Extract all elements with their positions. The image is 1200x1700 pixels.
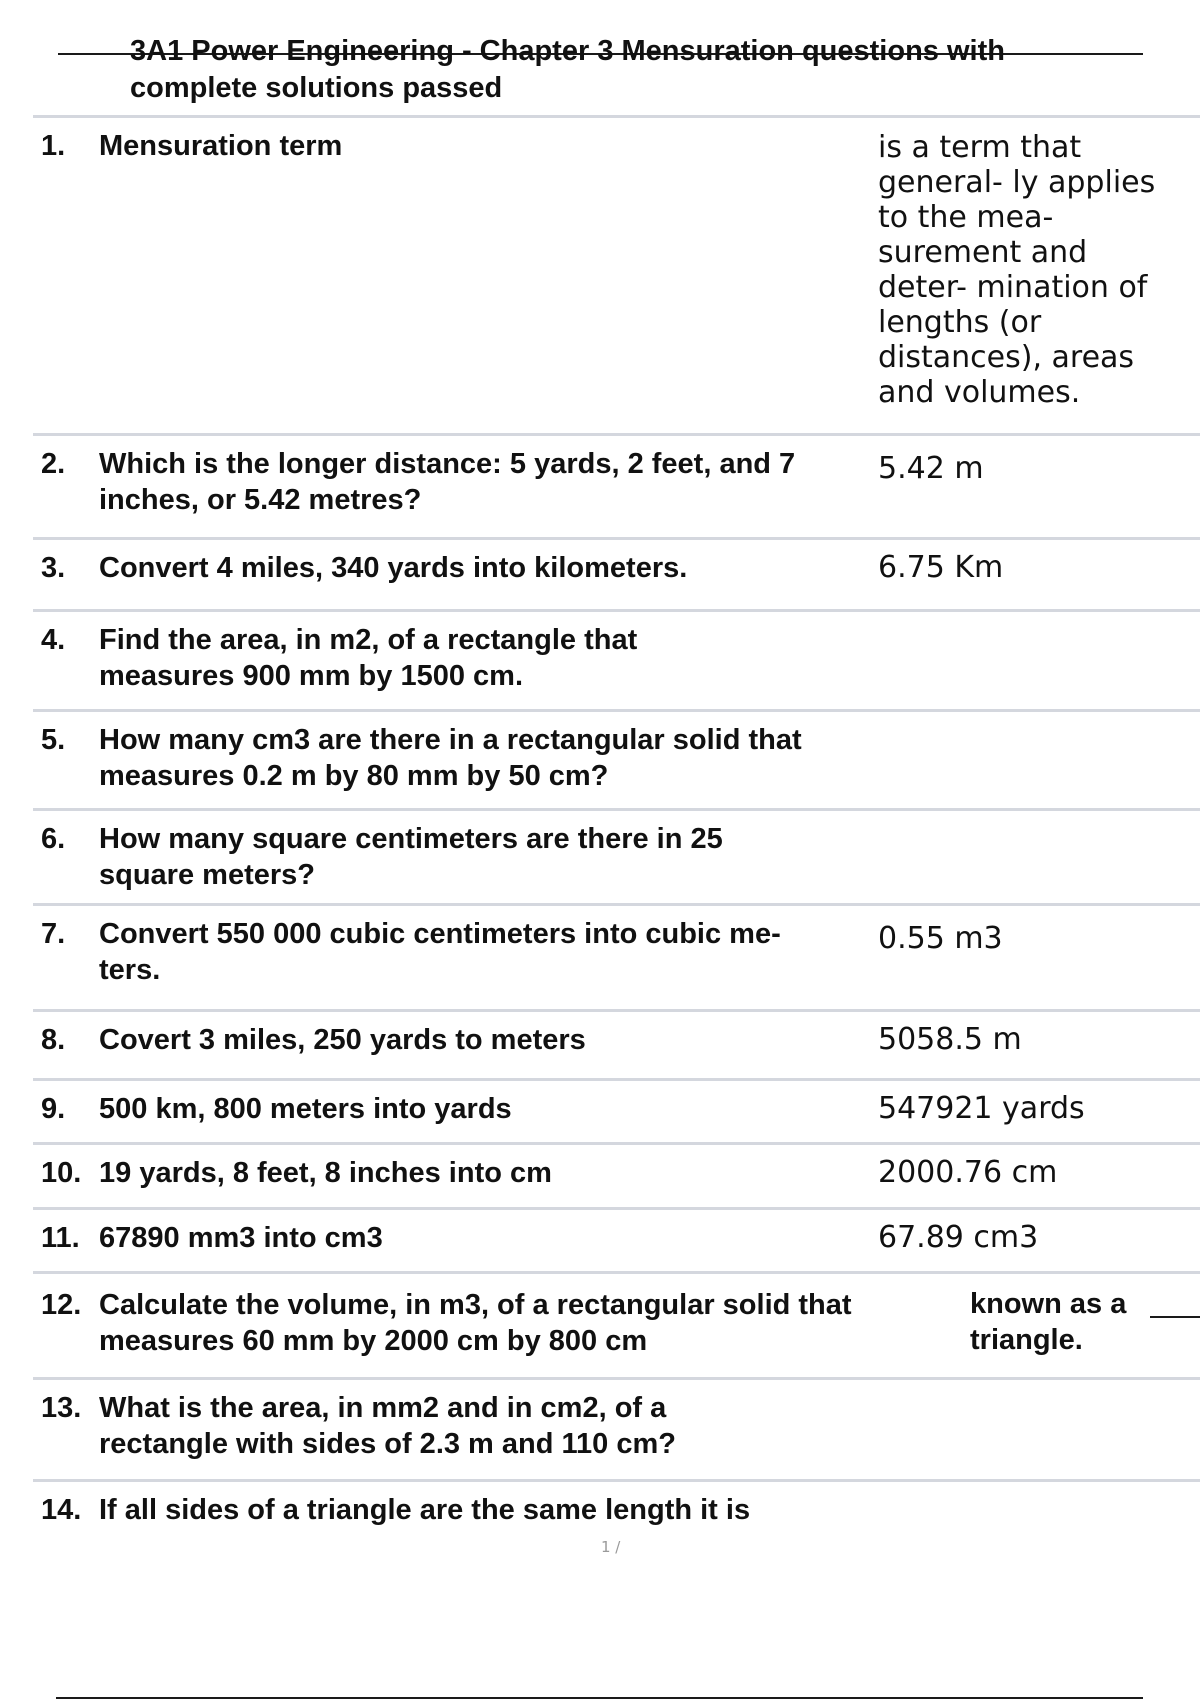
title-line-1: 3A1 Power Engineering - Chapter 3 Mensuration questions with xyxy=(130,35,1005,67)
question-number: 4. xyxy=(41,624,66,656)
question-row-7 xyxy=(33,903,1200,1009)
answer-text: 0.55 m3 xyxy=(878,921,1003,956)
question-text: 500 km, 800 meters into yards xyxy=(99,1093,512,1125)
question-row-10 xyxy=(33,1142,1200,1207)
question-row-1 xyxy=(33,115,1200,433)
question-row-9 xyxy=(33,1078,1200,1142)
question-number: 7. xyxy=(41,918,66,950)
question-number: 12. xyxy=(41,1289,82,1321)
question-text: Mensuration term xyxy=(99,130,343,162)
question-number: 2. xyxy=(41,448,66,480)
question-number: 14. xyxy=(41,1494,82,1526)
question-number: 3. xyxy=(41,552,66,584)
question-row-5 xyxy=(33,709,1200,808)
question-text: If all sides of a triangle are the same length it is xyxy=(99,1494,751,1526)
question-text: Calculate the volume, in m3, of a rectangular solid that measures 60 mm by 2000 cm by 800 cm xyxy=(99,1289,852,1357)
question-number: 10. xyxy=(41,1157,82,1189)
question-text: Convert 550 000 cubic centimeters into cubic me- ters. xyxy=(99,918,781,986)
question-text: 67890 mm3 into cm3 xyxy=(99,1222,383,1254)
question-text: How many square centimeters are there in 25 square meters? xyxy=(99,823,723,891)
question-text: What is the area, in mm2 and in cm2, of a rectangle with sides of 2.3 m and 110 cm? xyxy=(99,1392,676,1460)
question-text: Find the area, in m2, of a rectangle that measures 900 mm by 1500 cm. xyxy=(99,624,638,692)
question-row-6 xyxy=(33,808,1200,903)
question-row-14 xyxy=(33,1479,1200,1539)
title-line-2: complete solutions passed xyxy=(130,72,503,104)
question-row-4 xyxy=(33,609,1200,709)
question-row-11 xyxy=(33,1207,1200,1271)
page-number-mark: 1 / xyxy=(601,1538,621,1556)
answer-text: is a term that general- ly applies to the mea- surement and deter- mination of lengths (or distances), areas and volumes. xyxy=(878,130,1156,410)
question-row-12 xyxy=(33,1271,1200,1377)
question-list xyxy=(33,115,1200,1539)
document-title xyxy=(130,33,1130,107)
answer-text: 6.75 Km xyxy=(878,550,1004,585)
question-text: Which is the longer distance: 5 yards, 2 feet, and 7 inches, or 5.42 metres? xyxy=(99,448,796,516)
question-number: 1. xyxy=(41,130,66,162)
question-text: How many cm3 are there in a rectangular solid that measures 0.2 m by 80 mm by 50 cm? xyxy=(99,724,802,792)
question-text: Convert 4 miles, 340 yards into kilometers. xyxy=(99,552,688,584)
bottom-rule xyxy=(56,1697,1143,1699)
question-row-3 xyxy=(33,537,1200,609)
answer-text: 67.89 cm3 xyxy=(878,1220,1039,1255)
question-number: 5. xyxy=(41,724,66,756)
question-row-13 xyxy=(33,1377,1200,1479)
question-number: 8. xyxy=(41,1024,66,1056)
answer-text: 547921 yards xyxy=(878,1091,1085,1126)
answer-blank-line xyxy=(1150,1316,1200,1318)
answer-text: 5.42 m xyxy=(878,451,984,486)
question-text: 19 yards, 8 feet, 8 inches into cm xyxy=(99,1157,552,1189)
question-row-8 xyxy=(33,1009,1200,1078)
question-number: 13. xyxy=(41,1392,82,1424)
question-text: Covert 3 miles, 250 yards to meters xyxy=(99,1024,586,1056)
answer-text: known as a triangle. xyxy=(970,1288,1127,1356)
question-number: 11. xyxy=(41,1222,80,1254)
answer-text: 5058.5 m xyxy=(878,1022,1022,1057)
question-number: 6. xyxy=(41,823,66,855)
question-row-2 xyxy=(33,433,1200,537)
answer-text: 2000.76 cm xyxy=(878,1155,1058,1190)
question-number: 9. xyxy=(41,1093,66,1125)
